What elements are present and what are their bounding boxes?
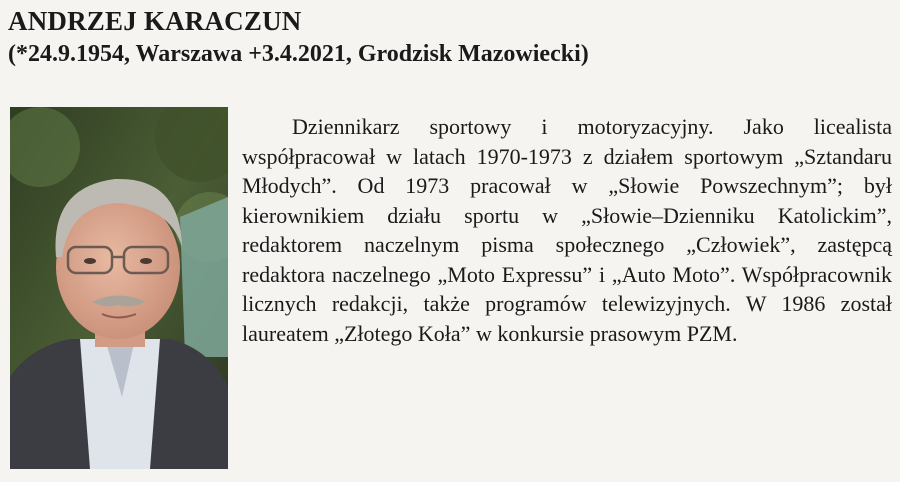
portrait-photo — [10, 107, 228, 469]
life-dates: (*24.9.1954, Warszawa +3.4.2021, Grodzisk Mazowiecki) — [8, 41, 589, 67]
biography-text: Dziennikarz sportowy i motoryzacyjny. Jako licealista współpracował w latach 1970-1973 z działem sportowym „Sztandaru Młodych”. Od 1973 pracował w „Słowie Powszechnym”; był kierownikiem działu sportu w „Słowie–Dzienniku Katolickim”, redaktorem naczelnym pisma społecznego „Człowiek”, zastępcą redaktora naczelnego „Moto Expressu” i „Auto Moto”. Współpracownik licznych redakcji, także programów telewizyjnych. W 1986 został laureatem „Złotego Koła” w konkursie prasowym PZM. — [242, 114, 892, 346]
person-name: ANDRZEJ KARACZUN — [8, 6, 302, 36]
portrait-illustration — [10, 107, 228, 469]
header — [8, 4, 888, 70]
